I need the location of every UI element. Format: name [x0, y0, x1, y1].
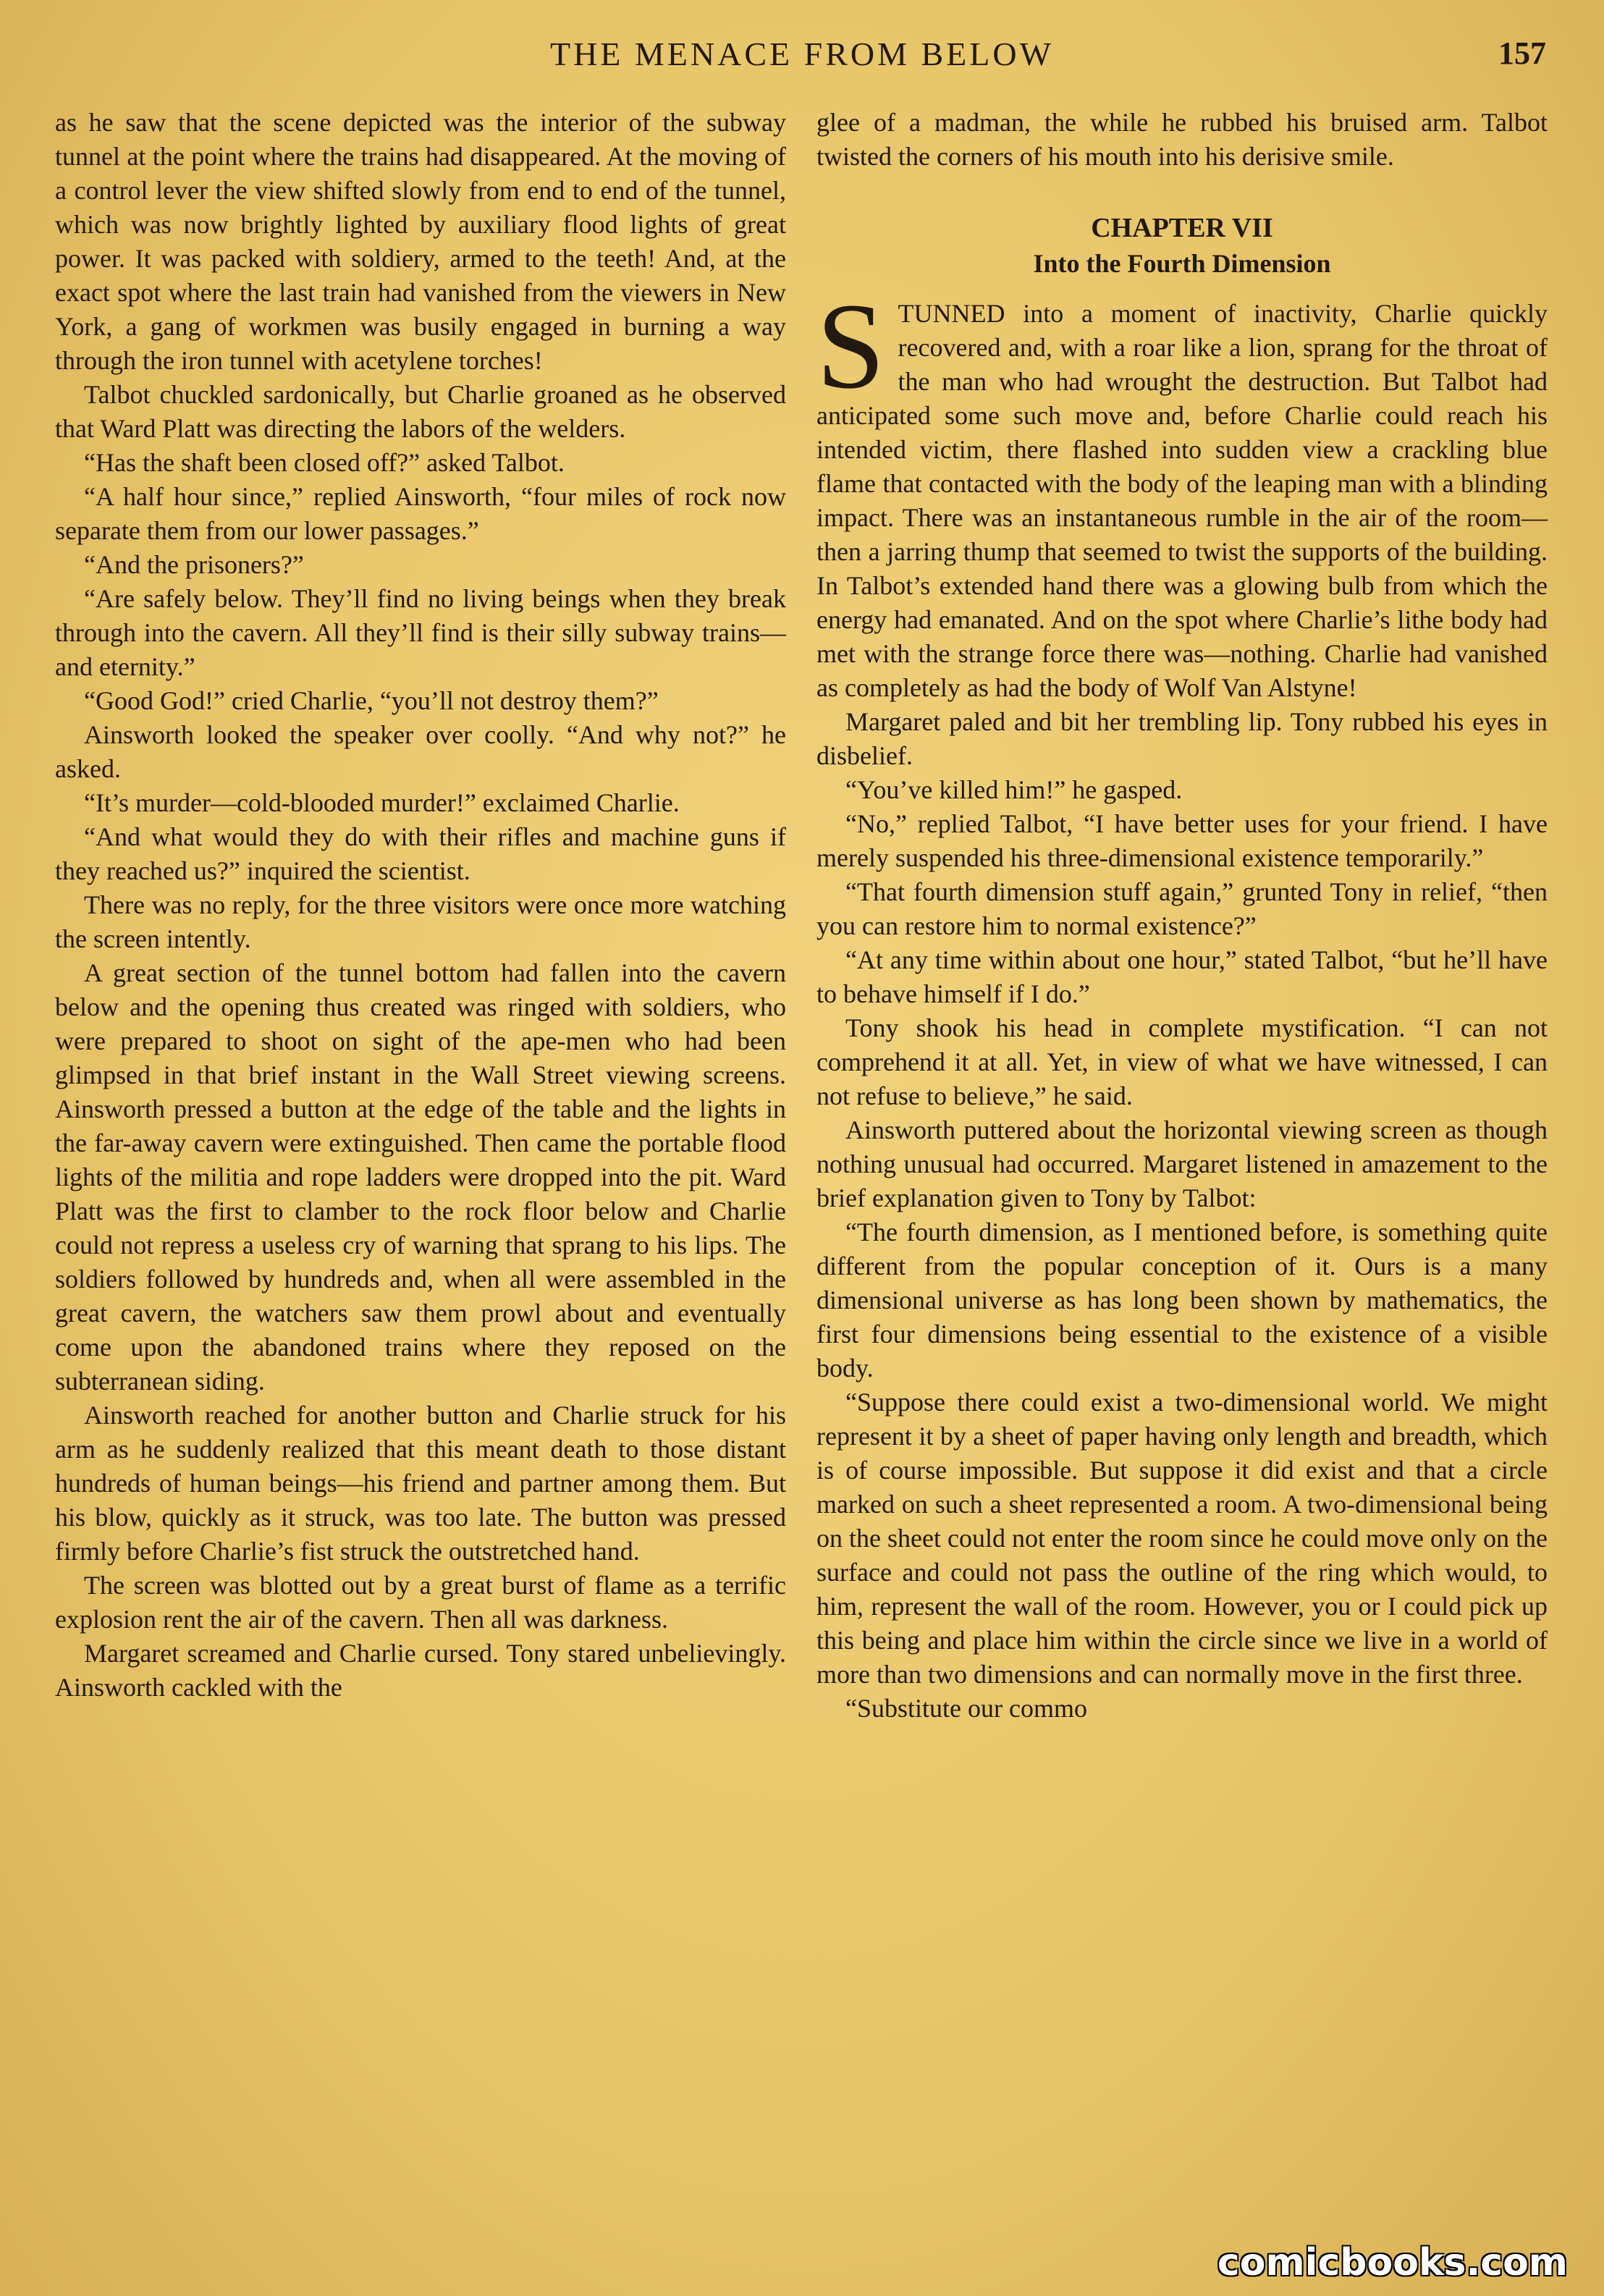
- paragraph: There was no reply, for the three visitors were once more watching the screen intently.: [55, 890, 786, 953]
- page-number: 157: [1498, 35, 1546, 71]
- paragraph: Talbot chuckled sardonically, but Charlie groaned as he observed that Ward Platt was directing the labors of the welders.: [55, 380, 786, 443]
- paragraph: “The fourth dimension, as I mentioned before, is something quite different from the popular conception of it. Ours is a many dimensional universe as has long been shown by mathematics, the first four dimensions being essential to the existence of a visible body.: [816, 1217, 1548, 1383]
- paragraph: “And what would they do with their rifles and machine guns if they reached us?” inquired the scientist.: [55, 822, 786, 885]
- paragraph: “And the prisoners?”: [84, 550, 304, 579]
- paragraph: “No,” replied Talbot, “I have better uses for your friend. I have merely suspended his three-dimensional existence temporarily.”: [816, 809, 1548, 872]
- paragraph: as he saw that the scene depicted was the interior of the subway tunnel at the point where the trains had disappeared. At the moving of a control lever the view shifted slowly from end to end of the tunnel, which was now brightly lighted by auxiliary flood lights of great power. It was packed with soldiery, armed to the teeth! And, at the exact spot where the last train had vanished from the viewers in New York, a gang of workmen was busily engaged in burning a way through the iron tunnel with acetylene torches!: [55, 108, 786, 375]
- watermark: comicbooks.com: [1217, 2241, 1568, 2284]
- left-column: [55, 106, 786, 1705]
- paragraph: “Good God!” cried Charlie, “you’ll not destroy them?”: [84, 686, 659, 715]
- paragraph: Ainsworth puttered about the horizontal viewing screen as though nothing unusual had occurred. Margaret listened in amazement to the brief explanation given to Tony by Talbot:: [816, 1115, 1548, 1212]
- paragraph: “Suppose there could exist a two-dimensional world. We might represent it by a sheet of paper having only length and breadth, which is of course impossible. But suppose it did exist and that a circle marked on such a sheet represented a room. A two-dimensional being on the sheet could not enter the room since he could move only on the surface and could not pass the outline of the ring which would, to him, represent the wall of the room. However, you or I could pick up this being and place him within the circle since we live in a world of more than two dimensions and can normally move in the first three.: [816, 1388, 1548, 1689]
- right-column: [816, 106, 1548, 1726]
- paragraph: Margaret screamed and Charlie cursed. Tony stared unbelievingly. Ainsworth cackled with the: [55, 1639, 786, 1702]
- paragraph: “Has the shaft been closed off?” asked Talbot.: [84, 448, 565, 477]
- paragraph: “At any time within about one hour,” stated Talbot, “but he’ll have to behave himself if I do.”: [816, 945, 1548, 1008]
- paragraph: The screen was blotted out by a great burst of flame as a terrific explosion rent the air of the cavern. Then all was darkness.: [55, 1571, 786, 1634]
- chapter-title: Into the Fourth Dimension: [1033, 249, 1331, 278]
- paragraph: “You’ve killed him!” he gasped.: [845, 775, 1183, 804]
- page-header: [0, 32, 1604, 83]
- paragraph: A great section of the tunnel bottom had fallen into the cavern below and the opening thus created was ringed with soldiers, who were prepared to shoot on sight of the ape-men who had been glimpsed in that brief instant in the Wall Street viewing screens. Ainsworth pressed a button at the edge of the table and the lights in the far-away cavern were extinguished. Then came the portable flood lights of the militia and rope ladders were dropped into the pit. Ward Platt was the first to clamber to the rock floor below and Charlie could not repress a useless cry of warning that sprang to his lips. The soldiers followed by hundreds and, when all were assembled in the great cavern, the watchers saw them prowl about and eventually come upon the abandoned trains where they reposed on the subterranean siding.: [55, 958, 786, 1396]
- paragraph: Ainsworth looked the speaker over coolly. “And why not?” he asked.: [55, 720, 786, 783]
- paragraph: Margaret paled and bit her trembling lip. Tony rubbed his eyes in disbelief.: [816, 707, 1548, 770]
- paragraph: “That fourth dimension stuff again,” grunted Tony in relief, “then you can restore him to normal existence?”: [816, 877, 1548, 940]
- running-title: THE MENACE FROM BELOW: [549, 35, 1055, 72]
- paragraph-continuation: glee of a madman, the while he rubbed his bruised arm. Talbot twisted the corners of his mouth into his derisive smile.: [816, 108, 1548, 171]
- paragraph: Tony shook his head in complete mystification. “I can not comprehend it at all. Yet, in view of what we have witnessed, I can not refuse to believe,” he said.: [816, 1013, 1548, 1110]
- paragraph: “It’s murder—cold-blooded murder!” exclaimed Charlie.: [84, 788, 680, 817]
- drop-cap: S: [816, 278, 885, 414]
- chapter-first-paragraph: [816, 278, 1548, 705]
- paragraph: “Are safely below. They’ll find no living beings when they break through into the cavern. All they’ll find is their silly subway trains—and eternity.”: [55, 584, 786, 681]
- paragraph: Ainsworth reached for another button and Charlie struck for his arm as he suddenly realized that this meant death to those distant hundreds of human beings—his friend and partner among them. But his blow, quickly as it struck, was too late. The button was pressed firmly before Charlie’s fist struck the outstretched hand.: [55, 1401, 786, 1566]
- paragraph: “A half hour since,” replied Ainsworth, “four miles of rock now separate them from our lower passages.”: [55, 482, 786, 545]
- paragraph: “Substitute our commo: [845, 1694, 1087, 1723]
- first-paragraph-text: TUNNED into a moment of inactivity, Charlie quickly recovered and, with a roar like a lion, sprang for the throat of the man who had wrought the destruction. But Talbot had anticipated some such move and, before Charlie could reach his intended victim, there flashed into sudden view a crackling blue flame that contacted with the body of the leaping man with a blinding impact. There was an instantaneous rumble in the air of the room—then a jarring thump that seemed to twist the supports of the building. In Talbot’s extended hand there was a glowing bulb from which the energy had emanated. And on the spot where Charlie’s lithe body had met with the strange force there was—nothing. Charlie had vanished as completely as had the body of Wolf Van Alstyne!: [816, 299, 1548, 702]
- chapter-heading: CHAPTER VII: [1091, 213, 1273, 243]
